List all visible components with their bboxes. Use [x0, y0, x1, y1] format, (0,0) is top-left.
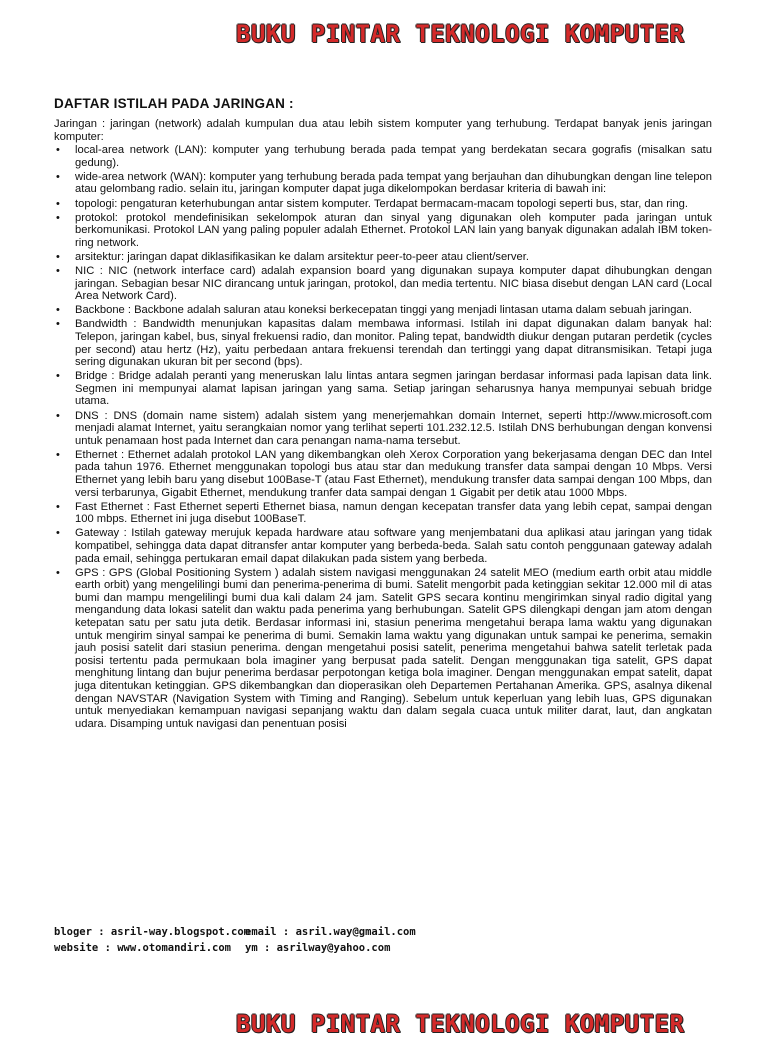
section-intro: Jaringan : jaringan (network) adalah kumpulan dua atau lebih sistem komputer yang terhubung. Terdapat banyak jenis jaringan komputer: — [54, 118, 712, 143]
term-item — [54, 212, 712, 250]
bullet-icon: • — [56, 448, 60, 461]
term-text: Bridge : Bridge adalah peranti yang meneruskan lalu lintas antara segmen jaringan berdasar informasi pada lapisan data link. Segmen ini mempunyai alamat lapisan jaringan yang sama. Setiap jaringan seharusnya hanya mempunyai sebuah bridge utama. — [75, 370, 712, 408]
footer-website: website : www.otomandiri.com — [54, 942, 232, 954]
term-text: protokol: protokol mendefinisikan sekelompok aturan dan sinyal yang digunakan oleh komputer pada jaringan untuk berkomunikasi. Protokol LAN yang paling populer adalah Ethernet. Protokol LAN lain yang banyak digunakan adalah IBM token-ring network. — [75, 211, 712, 249]
document-body — [54, 96, 712, 732]
term-item — [54, 501, 712, 526]
term-item — [54, 410, 712, 448]
bullet-icon: • — [56, 500, 60, 513]
page-header-title-next: BUKU PINTAR TEKNOLOGI KOMPUTER — [236, 1010, 685, 1038]
term-item — [54, 304, 712, 317]
term-text: NIC : NIC (network interface card) adalah expansion board yang digunakan supaya komputer dapat dihubungkan dengan jaringan. Sebagian besar NIC dirancang untuk jaringan, protokol, dan media tertentu. NIC biasa disebut dengan LAN card (Local Area Network Card). — [75, 265, 712, 303]
term-item — [54, 567, 712, 731]
term-list — [54, 144, 712, 730]
term-item — [54, 449, 712, 499]
term-item — [54, 370, 712, 408]
term-text: Fast Ethernet : Fast Ethernet seperti Ethernet biasa, namun dengan kecepatan transfer data yang lebih cepat, sampai dengan 100 mbps. Ethernet ini juga disebut 100BaseT. — [75, 500, 712, 526]
term-item — [54, 171, 712, 196]
page-header-title: BUKU PINTAR TEKNOLOGI KOMPUTER — [236, 20, 685, 48]
term-text: Backbone : Backbone adalah saluran atau koneksi berkecepatan tinggi yang menjadi lintasan utama dalam sebuah jaringan. — [75, 304, 692, 317]
term-text: GPS : GPS (Global Positioning System ) adalah sistem navigasi menggunakan 24 satelit MEO (medium earth orbit atau middle earth orbit) yang mengelilingi bumi dan penerima-penerima di bumi. Satelit mengorbit pada ketinggian sekitar 12.000 mil di atas bumi dan mampu mengelilingi bumi dua kali dalam 24 jam. Satelit GPS secara kontinu mengirimkan sinyal radio digital yang mengandung data lokasi satelit dan waktu pada penerima yang berhubungan. Satelit GPS dilengkapi dengan jam atom dengan ketepatan satu per satu juta detik. Berdasar informasi ini, stasiun penerima mengetahui berapa lama waktu yang digunakan untuk mengirim sinyal sampai ke penerima di bumi. Semakin lama waktu yang digunakan untuk sampai ke penerima, semakin jauh posisi satelit dari stasiun penerima. dengan mengetahui posisi satelit, penerima mengetahui bahwa satelit terletak pada posisi tertentu pada permukaan bola imaginer yang berpusat pada satelit. Dengan menggunakan tiga satelit, GPS dapat menghitung lintang dan bujur penerima berdasar perpotongan ketiga bola imaginer. Dengan menggunakan empat satelit, dapat juga ditentukan ketinggian. GPS dikembangkan dan dioperasikan oleh Departemen Pertahanan Amerika. GPS, asalnya dikenal dengan NAVSTAR (Navigation System with Timing and Ranging). Sebelum untuk keperluan yang lebih luas, GPS digunakan untuk menyediakan kemampuan navigasi sepanjang waktu dan dalam segala cuaca untuk militer darat, laut, dan angkatan udara. Disamping untuk navigasi dan penentuan posisi — [75, 566, 712, 730]
bullet-icon: • — [56, 370, 60, 383]
bullet-icon: • — [56, 566, 60, 579]
term-text: arsitektur: jaringan dapat diklasifikasikan ke dalam arsitektur peer-to-peer atau client/server. — [75, 250, 529, 263]
bullet-icon: • — [56, 527, 60, 540]
bullet-icon: • — [56, 211, 60, 224]
term-text: Bandwidth : Bandwidth menunjukan kapasitas dalam membawa informasi. Istilah ini dapat digunakan dalam banyak hal: Telepon, jaringan kabel, bus, sinyal frekuensi radio, dan monitor. Paling tepat, bandwidth diukur dengan putaran perdetik (cycles per second) atau hertz (Hz), yaitu perbedaan antara frekuensi terendah dan tertinggi yang dapat ditransmisikan. Tetapi juga sering digunakan ukuran bit per second (bps). — [75, 318, 712, 369]
footer-contacts — [54, 922, 474, 962]
term-text: Gateway : Istilah gateway merujuk kepada hardware atau software yang menjembatani dua aplikasi atau jaringan yang tidak kompatibel, sehingga data dapat ditransfer antar komputer yang berbeda-beda. Salah satu contoh penggunaan gateway adalah pada email, sehingga pertukaran email dapat dilakukan pada sistem yang berbeda. — [75, 527, 712, 565]
term-text: local-area network (LAN): komputer yang terhubung berada pada tempat yang berdekatan secara gografis (misalkan satu gedung). — [75, 144, 712, 169]
footer-email: email : asril.way@gmail.com — [245, 926, 416, 938]
term-item — [54, 144, 712, 169]
bullet-icon: • — [56, 197, 60, 210]
footer-blog: bloger : asril-way.blogspot.com — [54, 926, 250, 938]
bullet-icon: • — [56, 409, 60, 422]
bullet-icon: • — [56, 170, 60, 183]
term-item — [54, 318, 712, 368]
term-item — [54, 527, 712, 565]
bullet-icon: • — [56, 304, 60, 317]
bullet-icon: • — [56, 318, 60, 331]
bullet-icon: • — [56, 250, 60, 263]
term-item — [54, 198, 712, 211]
term-text: topologi: pengaturan keterhubungan antar sistem komputer. Terdapat bermacam-macam topologi seperti bus, star, dan ring. — [75, 197, 688, 210]
term-item — [54, 265, 712, 303]
term-text: wide-area network (WAN): komputer yang terhubung berada pada tempat yang berjauhan dan dihubungkan dengan line telepon atau gelombang radio. selain itu, jaringan komputer dapat juga dikelompokan berdasar kriteria di bawah ini: — [75, 170, 712, 196]
term-item — [54, 251, 712, 264]
footer-ym: ym : asrilway@yahoo.com — [245, 942, 391, 954]
bullet-icon: • — [56, 144, 60, 157]
bullet-icon: • — [56, 265, 60, 278]
section-title: DAFTAR ISTILAH PADA JARINGAN : — [54, 96, 294, 111]
term-text: DNS : DNS (domain name sistem) adalah sistem yang menerjemahkan domain Internet, seperti http://www.microsoft.com menjadi alamat Internet, yaitu serangkaian nomor yang terlihat seperti 101.232.12.5. Istilah DNS berhubungan dengan konvensi untuk penamaan host pada Internet dan cara penangan nama-nama tersebut. — [75, 409, 712, 447]
term-text: Ethernet : Ethernet adalah protokol LAN yang dikembangkan oleh Xerox Corporation yang bekerjasama dengan DEC dan Intel pada tahun 1976. Ethernet menggunakan topologi bus atau star dan medukung transfer data sampai dengan 10 Mbps. Versi Ethernet yang lebih baru yang disebut 100Base-T (atau Fast Ethernet), mendukung transfer data sampai dengan 100 Mbps, dan versi terbarunya, Gigabit Ethernet, mendukung tranfer data sampai dengan 1 Gigabit per detik atau 1000 Mbps. — [75, 448, 712, 499]
